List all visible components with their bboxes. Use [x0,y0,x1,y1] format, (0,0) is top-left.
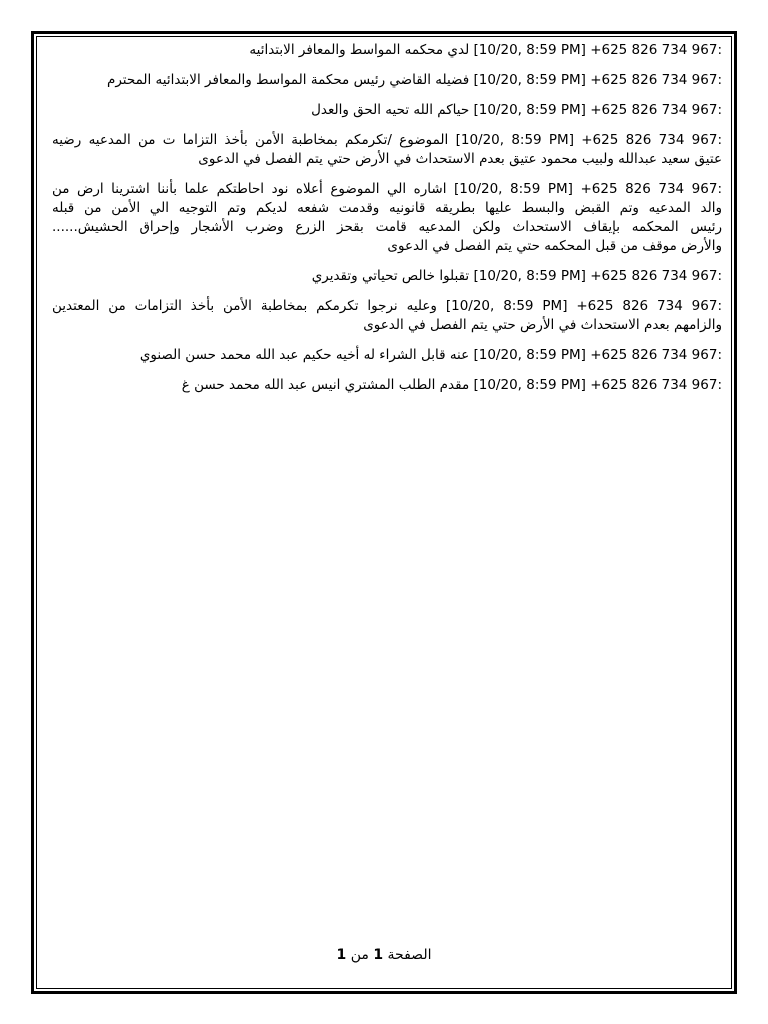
message-text: عتيق سعيد عبدالله ولبيب محمود عتيق بعدم الاستحداث في الأرض حتي يتم الفصل في الدعوى [198,151,722,167]
message-timestamp-sender: [10/20, 8:59 PM] +625 826 734 967: [473,268,722,284]
message-text: رئيس المحكمه بإيقاف الاستحداث ولكن المدعيه قامت بقحز الزرع وضرب الأشجار وإحراق الحشيش...... [52,219,722,235]
message-text: والزامهم بعدم الاستحداث في الأرض حتي يتم الفصل في الدعوى [363,317,722,333]
message-timestamp-sender: [10/20, 8:59 PM] +625 826 734 967: [473,377,722,393]
message-timestamp-sender: [10/20, 8:59 PM] +625 826 734 967: [473,42,722,58]
message [52,376,722,395]
message [52,101,722,120]
page-number: 1 [373,947,384,963]
message-timestamp-sender: [10/20, 8:59 PM] +625 826 734 967: [454,181,722,197]
message [52,267,722,286]
message-line [52,101,722,120]
message-line [52,131,722,150]
message [52,71,722,90]
message-text: وعليه نرجوا تكرمكم بمخاطبة الأمن بأخذ التزامات من المعتدين [52,298,437,314]
message-line [52,346,722,365]
message-timestamp-sender: [10/20, 8:59 PM] +625 826 734 967: [473,102,722,118]
message-text: والد المدعيه وتم القبض والبسط عليها بطريقه قانونيه وقدمت شفعه لديكم وتم التوجيه الي الأمن من قبله [52,200,722,216]
message [52,180,722,256]
message-text: حياكم الله تحيه الحق والعدل [311,102,470,118]
message-line [52,150,722,169]
message [52,346,722,365]
message [52,41,722,60]
page-footer [37,945,731,965]
message-text: مقدم الطلب المشتري انيس عبد الله محمد حسن غ [181,377,470,393]
message-text: عنه قابل الشراء له أخيه حكيم عبد الله محمد حسن الصنوي [139,347,470,363]
message-timestamp-sender: [10/20, 8:59 PM] +625 826 734 967: [473,347,722,363]
chat-transcript [52,41,722,406]
message-line [52,267,722,286]
message-timestamp-sender: [10/20, 8:59 PM] +625 826 734 967: [473,72,722,88]
page-of-label: من [350,947,369,963]
message-timestamp-sender: [10/20, 8:59 PM] +625 826 734 967: [455,132,722,148]
message-line [52,180,722,199]
message-text: لدي محكمه المواسط والمعافر الابتدائيه [249,42,470,58]
message-text: اشاره الي الموضوع أعلاه نود احاطتكم علما بأننا اشترينا ارض من [52,181,447,197]
message-text: والأرض موقف من قبل المحكمه حتي يتم الفصل في الدعوى [387,238,722,254]
message [52,131,722,169]
message-line [52,199,722,218]
message-timestamp-sender: [10/20, 8:59 PM] +625 826 734 967: [445,298,722,314]
message-text: تقبلوا خالص تحياتي وتقديري [311,268,470,284]
message-line [52,297,722,316]
message-line [52,41,722,60]
message-text: فضيله القاضي رئيس محكمة المواسط والمعافر الابتدائيه المحترم [106,72,470,88]
message-line [52,218,722,237]
message-line [52,316,722,335]
page-total: 1 [336,947,347,963]
message [52,297,722,335]
page-label: الصفحة [387,947,432,963]
message-line [52,237,722,256]
message-line [52,376,722,395]
message-line [52,71,722,90]
message-text: الموضوع /تكرمكم بمخاطبة الأمن بأخذ التزاما ت من المدعيه رضيه [52,132,449,148]
